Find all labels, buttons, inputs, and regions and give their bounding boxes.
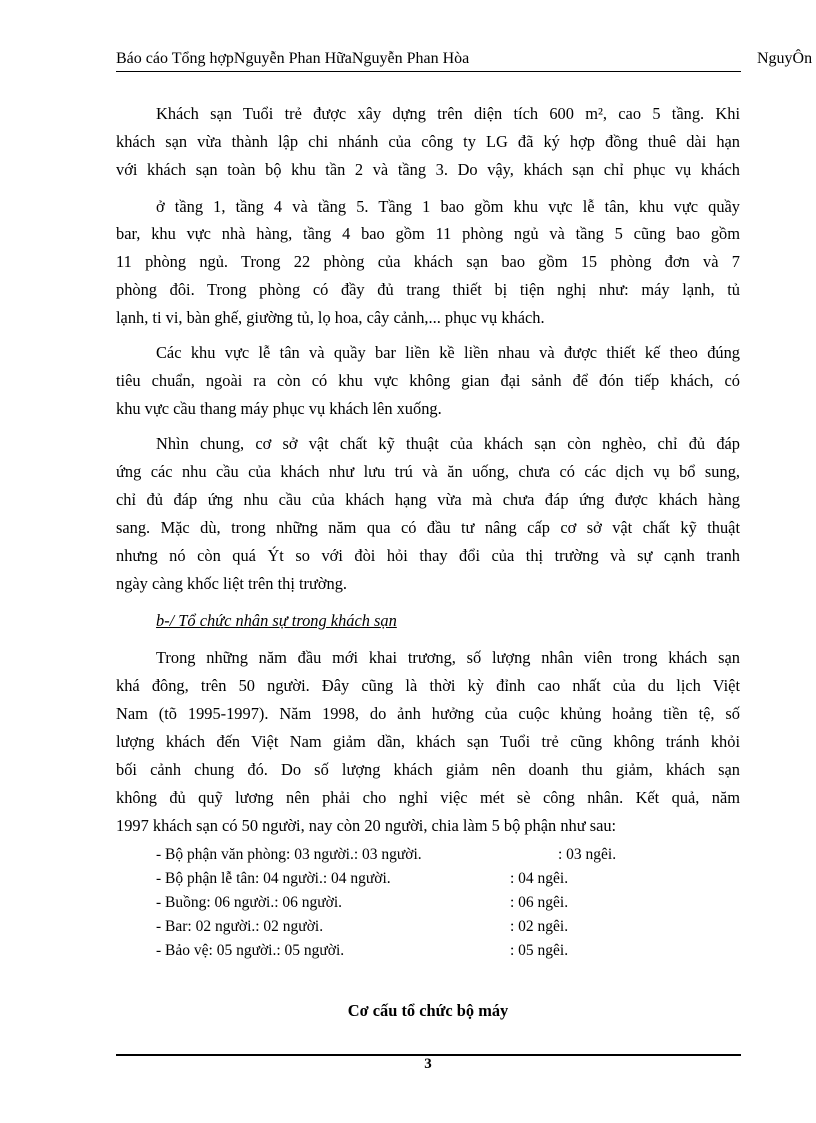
text-line: Các khu vực lễ tân và quầy bar liền kề liền nhau và được thiết kế theo đúng [156, 343, 740, 362]
list-item: - Buồng: 06 người.: 06 người. [156, 894, 343, 911]
text-line: với khách sạn toàn bộ khu tần 2 và tầng 3. Do vậy, khách sạn chỉ phục vụ khách [116, 160, 740, 179]
header-divider [116, 71, 741, 72]
text-line: lượng khách đến Việt Nam giảm dần, khách sạn Tuổi trẻ cũng không tránh khỏi [116, 732, 740, 751]
text-line: sang. Mặc dù, trong những năm qua có đầu tư nâng cấp cơ sở vật chất kỹ thuật [116, 518, 740, 537]
text-line: ở tầng 1, tầng 4 và tầng 5. Tầng 1 bao gồm khu vực lễ tân, khu vực quầy [156, 197, 740, 216]
text-line: nhưng nó còn quá Ýt so với đòi hỏi thay đổi của thị trường và sự cạnh tranh [116, 546, 740, 565]
text-line: chỉ đủ đáp ứng nhu cầu của khách hạng vừa mà chưa đáp ứng được khách hàng [116, 490, 740, 509]
text-line: tiêu chuẩn, ngoài ra còn có khu vực không gian đại sảnh để đón tiếp khách, có [116, 371, 740, 390]
text-line: lạnh, ti vi, bàn ghế, giường tủ, lọ hoa, cây cảnh,... phục vụ khách. [116, 308, 545, 327]
text-line: phòng đôi. Trong phòng có đầy đủ trang thiết bị tiện nghị như: máy lạnh, tủ [116, 280, 740, 299]
list-item: - Bộ phận lễ tân: 04 người.: 04 người. [156, 870, 391, 887]
text-line: Nhìn chung, cơ sở vật chất kỹ thuật của khách sạn còn nghèo, chỉ đủ đáp [156, 434, 740, 453]
list-item: - Bộ phận văn phòng: 03 người.: 03 người. [156, 846, 422, 863]
list-item-value: : 06 ngêi. [510, 894, 569, 911]
list-item: - Bar: 02 người.: 02 người. [156, 918, 324, 935]
text-line: không đủ quỹ lương nên phải cho nghỉ việc mét sè công nhân. Kết quả, năm [116, 788, 740, 807]
text-line: ứng các nhu cầu của khách như lưu trú và ăn uống, chưa có các dịch vụ bổ sung, [116, 462, 740, 481]
list-item: - Bảo vệ: 05 người.: 05 người. [156, 942, 345, 959]
list-item-value: : 05 ngêi. [510, 942, 569, 959]
section-heading: b-/ Tổ chức nhân sự trong khách sạn [156, 611, 397, 630]
list-item-value: : 03 ngêi. [558, 846, 617, 863]
list-item-value: : 02 ngêi. [510, 918, 569, 935]
text-line: Khách sạn Tuổi trẻ được xây dựng trên diện tích 600 m², cao 5 tầng. Khi [156, 104, 740, 123]
list-item-value: : 04 ngêi. [510, 870, 569, 887]
text-line: khá đông, trên 50 người. Đây cũng là thời kỳ đỉnh cao nhất của du lịch Việt [116, 676, 740, 695]
text-line: 11 phòng ngủ. Trong 22 phòng của khách sạn bao gồm 15 phòng đơn và 7 [116, 252, 740, 271]
text-line: ngày càng khốc liệt trên thị trường. [116, 574, 348, 593]
page-number: 3 [424, 1056, 432, 1072]
text-line: bar, khu vực nhà hàng, tầng 4 bao gồm 11 phòng ngủ và tầng 5 cũng bao gồm [116, 224, 740, 243]
text-line: bối cảnh chung đó. Do số lượng khách giảm nên doanh thu giảm, khách sạn [116, 760, 740, 779]
header-author: NguyÔn [757, 50, 813, 67]
text-line: khách sạn vừa thành lập chi nhánh của công ty LG đã ký hợp đồng thuê dài hạn [116, 132, 740, 151]
text-line: Nam (tõ 1995-1997). Năm 1998, do ảnh hưởng của cuộc khủng hoảng tiền tệ, số [116, 704, 740, 723]
header-title: Báo cáo Tổng hợpNguyễn Phan HữaNguyễn Phan Hòa [116, 50, 470, 67]
section-title: Cơ cấu tổ chức bộ máy [347, 1001, 509, 1020]
text-line: Trong những năm đầu mới khai trương, số lượng nhân viên trong khách sạn [156, 648, 740, 667]
text-line: 1997 khách sạn có 50 người, nay còn 20 người, chia làm 5 bộ phận như sau: [116, 816, 617, 835]
text-line: khu vực cầu thang máy phục vụ khách lên xuống. [116, 399, 442, 418]
